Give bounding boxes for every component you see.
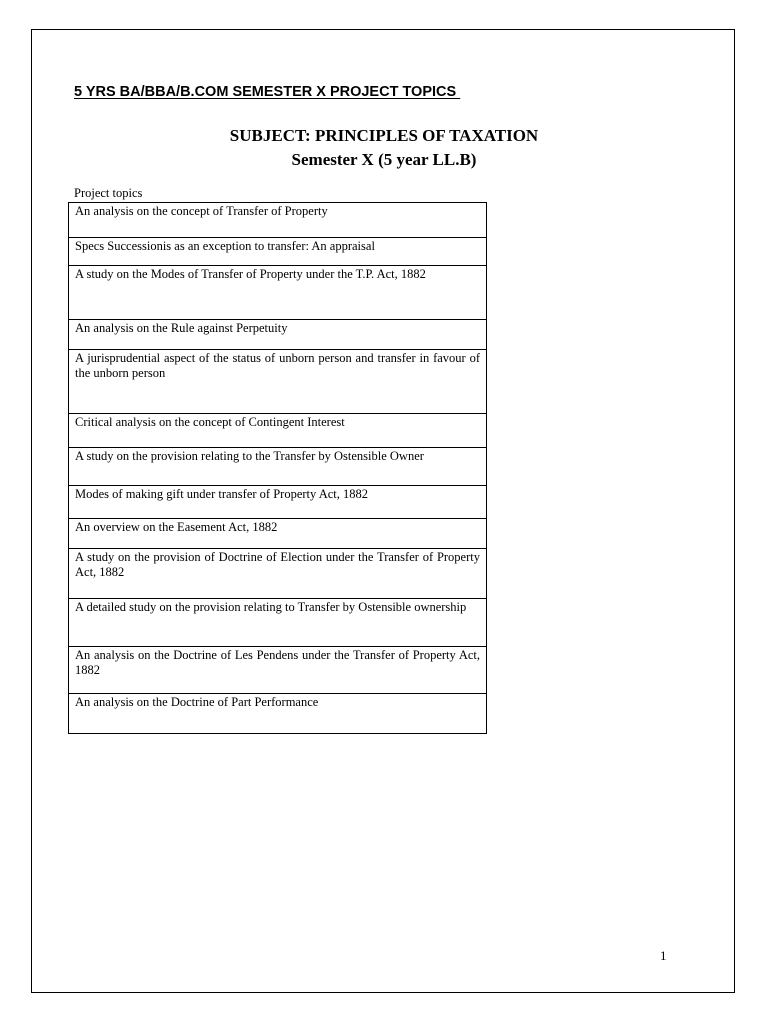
project-topics-table xyxy=(68,202,487,734)
table-row xyxy=(69,320,487,350)
topic-cell: A study on the provision of Doctrine of Election under the Transfer of Property Act, 1882 xyxy=(69,549,487,599)
table-row xyxy=(69,203,487,238)
table-row xyxy=(69,549,487,599)
table-row xyxy=(69,414,487,448)
table-row xyxy=(69,350,487,414)
semester-subtitle: Semester X (5 year LL.B) xyxy=(291,150,477,169)
topic-cell: An analysis on the concept of Transfer of Property xyxy=(69,203,487,238)
topic-cell: An analysis on the Doctrine of Les Pendens under the Transfer of Property Act, 1882 xyxy=(69,647,487,694)
topic-cell: Modes of making gift under transfer of Property Act, 1882 xyxy=(69,486,487,519)
topic-cell: Critical analysis on the concept of Contingent Interest xyxy=(69,414,487,448)
table-row xyxy=(69,599,487,647)
table-row xyxy=(69,448,487,486)
topic-cell: An analysis on the Rule against Perpetuity xyxy=(69,320,487,350)
topic-cell: Specs Successionis as an exception to transfer: An appraisal xyxy=(69,238,487,266)
topic-cell: A detailed study on the provision relating to Transfer by Ostensible ownership xyxy=(69,599,487,647)
document-heading: 5 YRS BA/BBA/B.COM SEMESTER X PROJECT TOPICS xyxy=(74,84,461,100)
subject-title: SUBJECT: PRINCIPLES OF TAXATION xyxy=(229,126,539,145)
topic-cell: A study on the Modes of Transfer of Property under the T.P. Act, 1882 xyxy=(69,266,487,320)
table-row xyxy=(69,266,487,320)
table-row xyxy=(69,694,487,734)
topic-cell: An analysis on the Doctrine of Part Performance xyxy=(69,694,487,734)
table-label: Project topics xyxy=(74,186,143,200)
table-row xyxy=(69,238,487,266)
topic-cell: A jurisprudential aspect of the status of unborn person and transfer in favour of the unborn person xyxy=(69,350,487,414)
table-row xyxy=(69,486,487,519)
table-row xyxy=(69,647,487,694)
topic-cell: A study on the provision relating to the Transfer by Ostensible Owner xyxy=(69,448,487,486)
table-row xyxy=(69,519,487,549)
topic-cell: An overview on the Easement Act, 1882 xyxy=(69,519,487,549)
page-number: 1 xyxy=(660,948,667,963)
